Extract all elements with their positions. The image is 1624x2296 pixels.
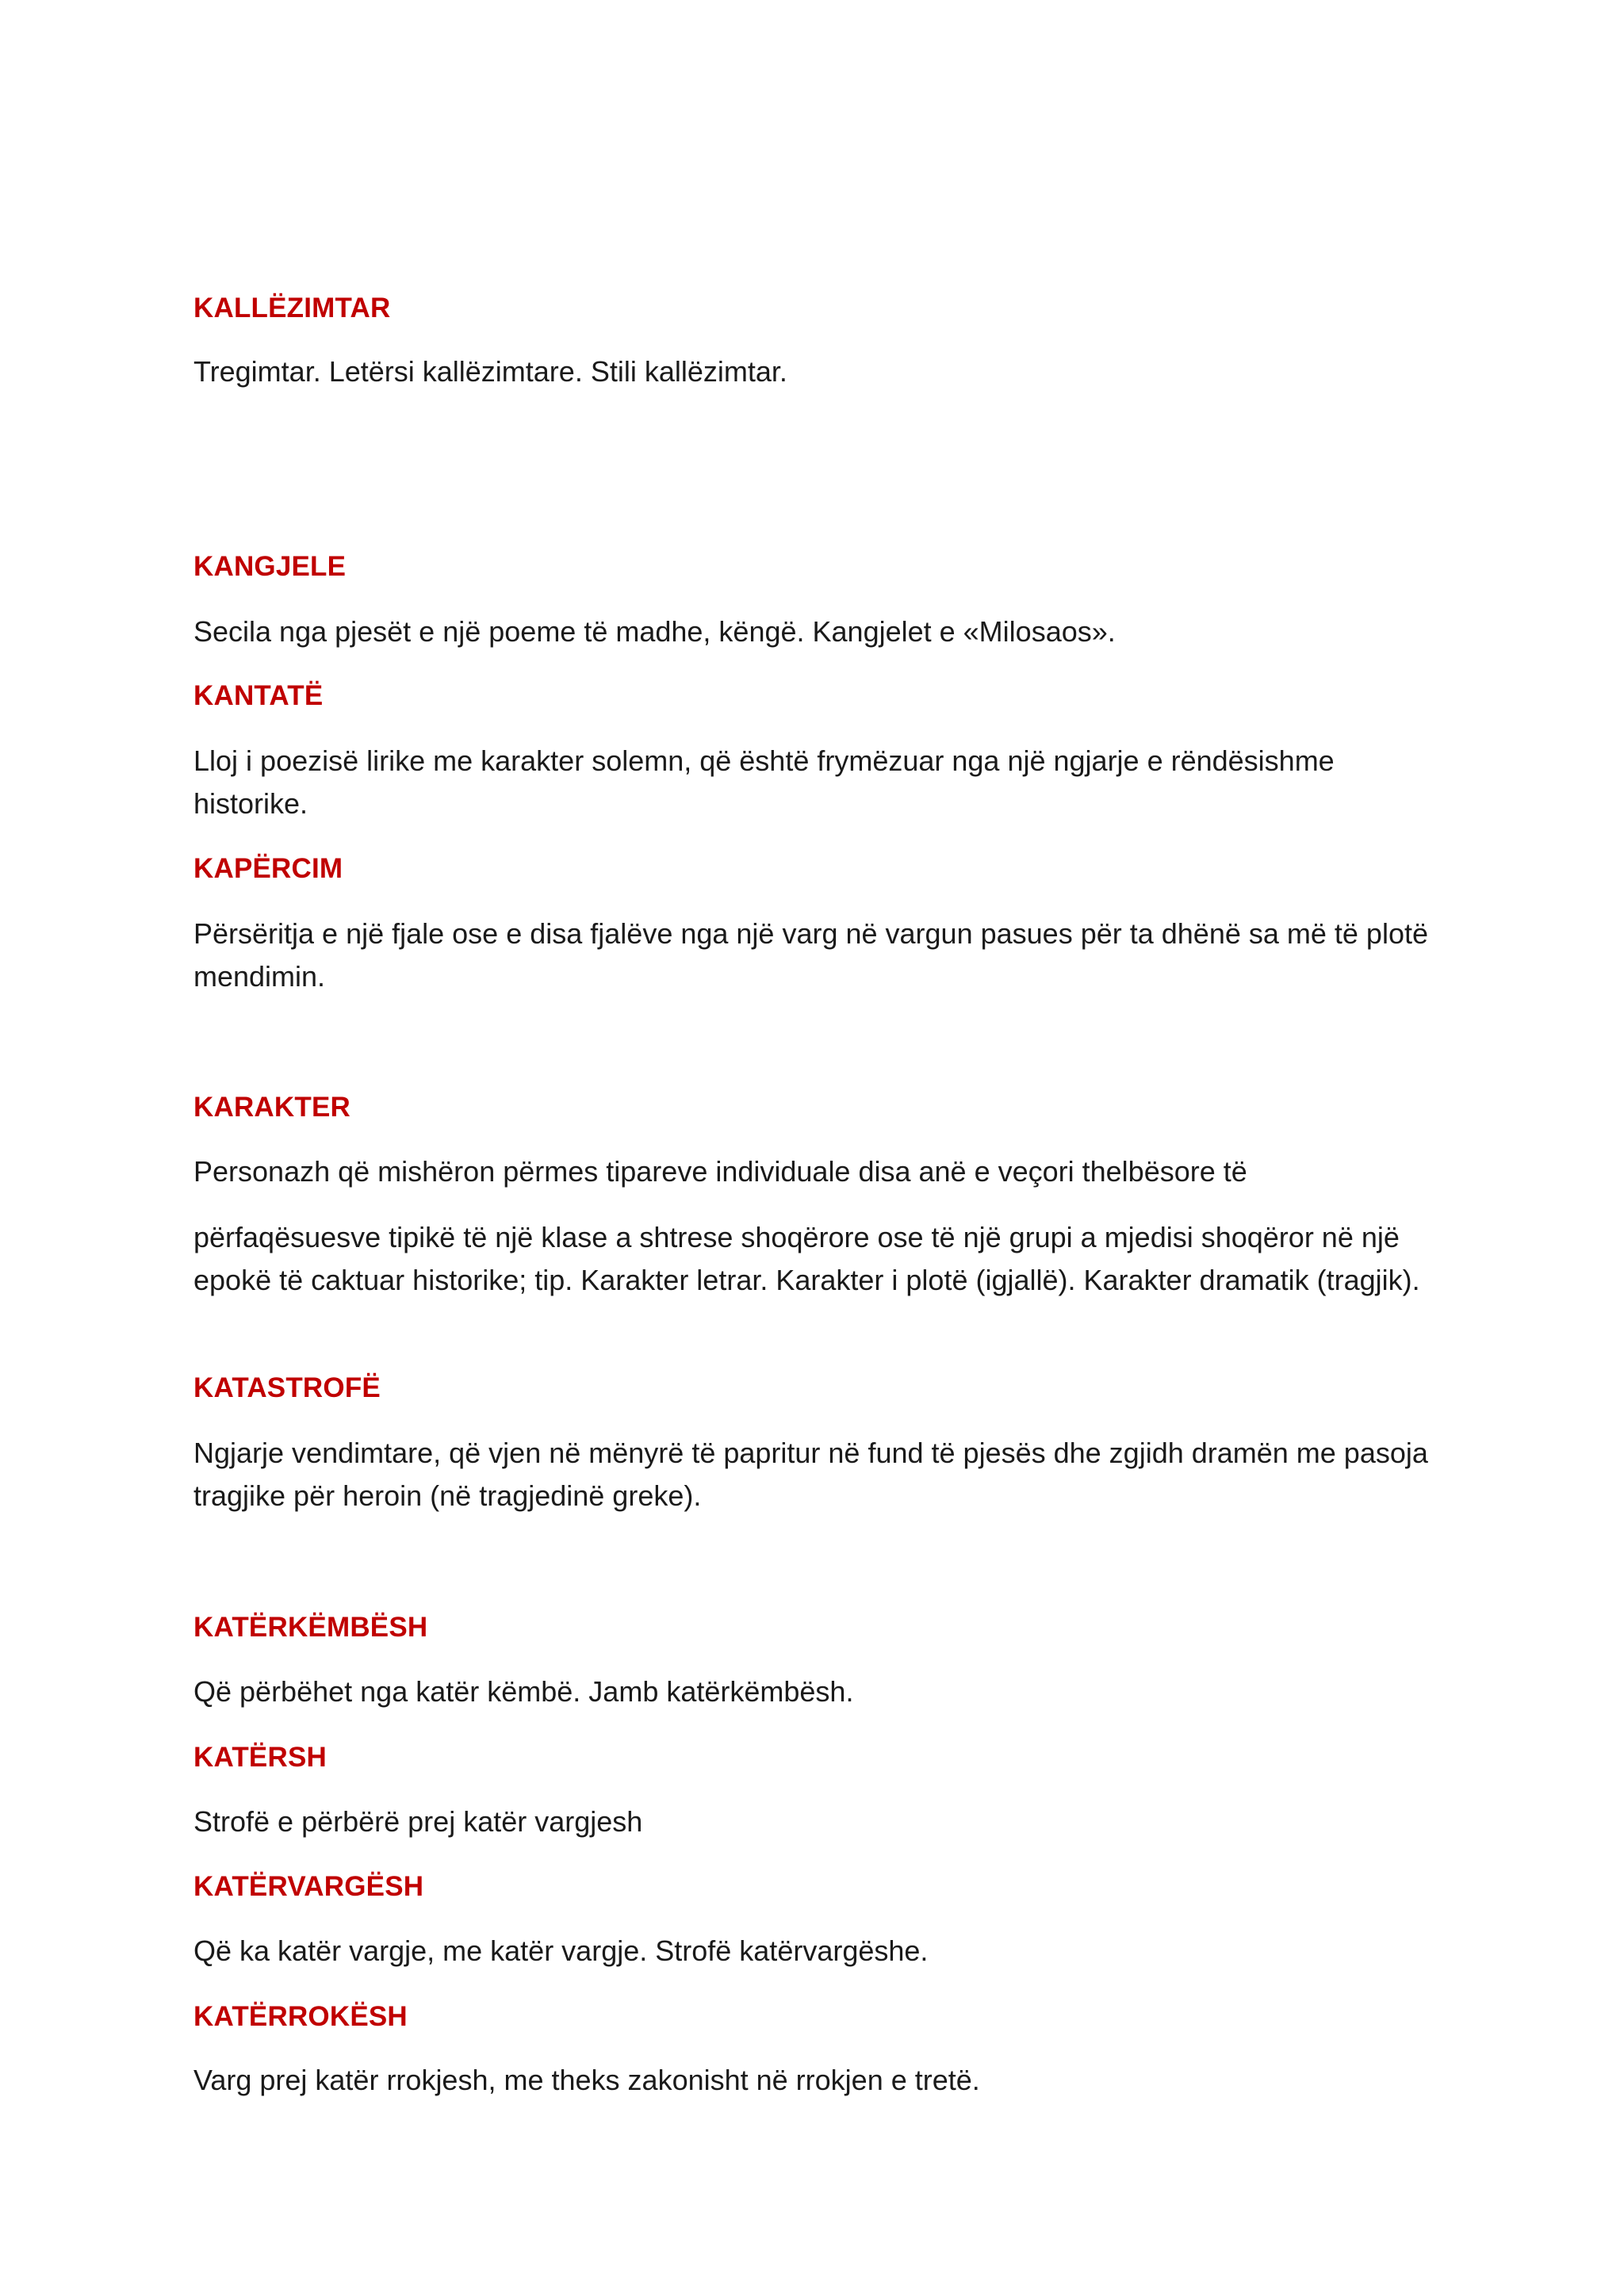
glossary-entry <box>193 1930 1431 1973</box>
glossary-entry <box>193 740 1431 825</box>
entry-definition: Lloj i poezisë lirike me karakter solemn, që është frymëzuar nga një ngjarje e rëndësishme historike. <box>193 744 1335 820</box>
glossary-entry <box>193 293 1431 324</box>
entry-definition: Ngjarje vendimtare, që vjen në mënyrë të papritur në fund të pjesës dhe zgjidh dramën me pasoja tragjike për heroin (në tragjedinë greke). <box>193 1437 1428 1512</box>
entry-definition-continued: përfaqësuesve tipikë të një klase a shtrese shoqërore ose të një grupi a mjedisi shoqëror në një epokë të caktuar historike; tip. Karakter letrar. Karakter i plotë (igjallë). Karakter dramatik (tragjik). <box>193 1221 1420 1296</box>
entry-term: KANTATË <box>193 680 324 711</box>
entry-term: KARAKTER <box>193 1092 350 1123</box>
entry-definition: Tregimtar. Letërsi kallëzimtare. Stili kallëzimtar. <box>193 355 787 388</box>
entry-definition: Varg prej katër rrokjesh, me theks zakonisht në rrokjen e tretë. <box>193 2064 980 2096</box>
glossary-entry <box>193 1670 1431 1713</box>
glossary-entry <box>193 1216 1431 1302</box>
entry-definition: Secila nga pjesët e një poeme të madhe, këngë. Kangjelet e «Milosaos». <box>193 615 1116 648</box>
glossary-entry <box>193 551 1431 583</box>
entry-term: KALLËZIMTAR <box>193 293 391 323</box>
glossary-entry <box>193 1871 1431 1903</box>
entry-definition: Që përbëhet nga katër këmbë. Jamb katërkëmbësh. <box>193 1675 854 1708</box>
entry-term: KATËRVARGËSH <box>193 1871 424 1902</box>
glossary-entry <box>193 1742 1431 1774</box>
glossary-entry <box>193 2059 1431 2102</box>
glossary-entry <box>193 680 1431 712</box>
entry-definition: Që ka katër vargje, me katër vargje. Strofë katërvargëshe. <box>193 1934 929 1967</box>
glossary-entry <box>193 1372 1431 1404</box>
glossary-entry <box>193 350 1431 393</box>
entry-definition: Përsëritja e një fjale ose e disa fjalëve nga një varg në vargun pasues për ta dhënë sa më të plotë mendimin. <box>193 917 1428 993</box>
glossary-entry <box>193 1092 1431 1123</box>
entry-term: KATËRROKËSH <box>193 2001 408 2032</box>
glossary-entry <box>193 2001 1431 2033</box>
entry-term: KATËRSH <box>193 1742 327 1773</box>
glossary-entry <box>193 1800 1431 1843</box>
entry-definition: Strofë e përbërë prej katër vargjesh <box>193 1805 643 1838</box>
entry-definition: Personazh që mishëron përmes tipareve individuale disa anë e veçori thelbësore të <box>193 1155 1247 1188</box>
glossary-entry <box>193 913 1431 998</box>
entry-term: KAPËRCIM <box>193 853 343 884</box>
glossary-entry <box>193 1612 1431 1644</box>
glossary-entry <box>193 853 1431 885</box>
entry-term: KATËRKËMBËSH <box>193 1612 428 1643</box>
glossary-entry <box>193 610 1431 653</box>
entry-term: KATASTROFË <box>193 1372 381 1403</box>
glossary-entry <box>193 1150 1431 1193</box>
glossary-entry <box>193 1432 1431 1517</box>
entry-term: KANGJELE <box>193 551 347 582</box>
